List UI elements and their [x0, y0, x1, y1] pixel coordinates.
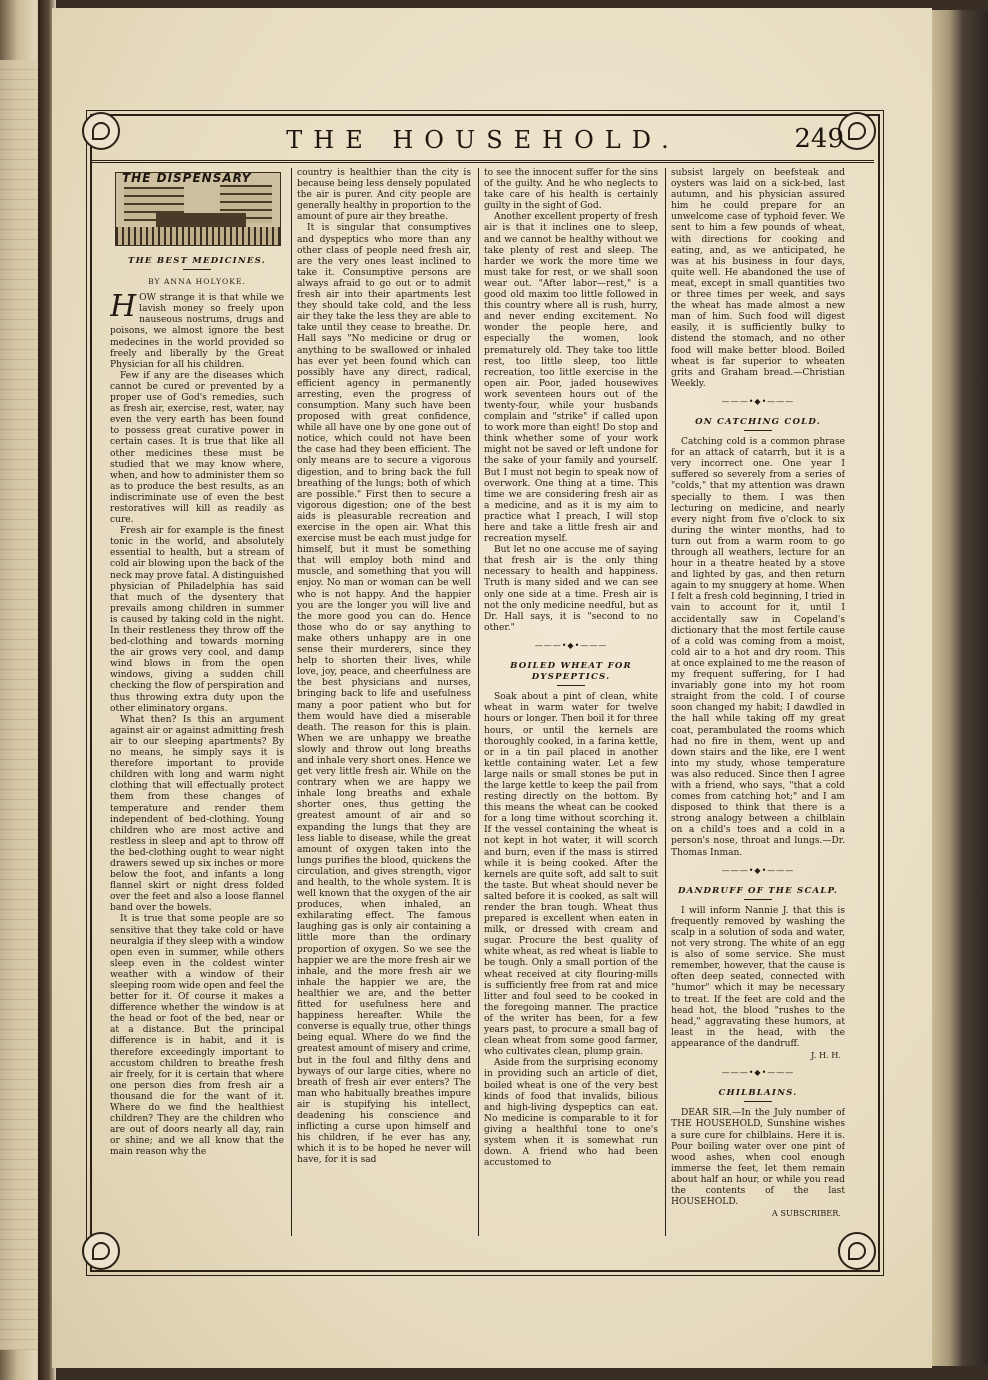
corner-ornament-icon [82, 1232, 120, 1270]
title-rule [744, 1101, 772, 1102]
paragraph: HOW strange it is that while we lavish money so freely upon nauseous nostrums, drugs and poisons, we almost ignore the best medecines in the world provided so freely and liberally by the Great Physician for all his children. [110, 289, 284, 370]
paragraph: Few if any are the diseases which cannot be cured or prevented by a proper use of God's remedies, such as fresh air, exercise, rest, water, nay even the very earth has been found to possess great curative power in certain cases. It is true that like all other medicines these must be studied that we may know where, when, and how to administer them so as to produce the best results, as an indiscriminate use of even the best restoratives will kill as readily as cure. [110, 370, 284, 526]
signature: A SUBSCRIBER. [771, 1208, 841, 1219]
running-header [92, 118, 874, 163]
previous-page-strip [0, 60, 38, 1350]
text-columns [110, 168, 856, 1236]
corner-ornament-icon [838, 1232, 876, 1270]
article-title: CHILBLAINS. [718, 1088, 798, 1099]
column-4 [671, 168, 845, 1236]
paragraph: Soak about a pint of clean, white wheat in warm water for twelve hours or longer. Then boil it for three hours, or until the kernels are thoroughly cooked, in a farina kettle, or in a tin pail placed in another kettle containing water. Let a few large nails or small stones be put in the large kettle to keep the pail from resting directly on the bottom. By this means the wheat can be cooked for a long time without scorching it. If the vessel containing the wheat is not kept in hot water, it will scorch and burn, even if the mass is stirred while it is being cooked. After the kernels are quite soft, add salt to suit the taste. But wheat should never be salted before it is cooked, as salt will render the bran tough. Wheat thus prepared is excellent when eaten in milk, or dressed with cream and sugar. Procure the best quality of white wheat, as red wheat is liable to be tough. Only a small portion of the wheat received at city flouring-mills is sufficiently free from rat and mice litter and foul seed to be cooked in the foregoing manner. The practice of the writer has been, for a few years past, to procure a small bag of clean wheat from some good farmer, who cultivates clean, plump grain. [484, 692, 658, 1058]
column-2 [297, 168, 471, 1236]
column-rule [665, 168, 666, 1236]
running-title: THE HOUSEHOLD. [286, 126, 680, 154]
section-ornament: ———•◆•——— [721, 1068, 795, 1078]
drop-cap: H [110, 289, 137, 325]
title-rule [744, 899, 772, 900]
paragraph: Fresh air for example is the finest tonic in the world, and absolutely essential to health, but a stream of cold air blowing upon the back of the neck may prove fatal. A distinguished physician of Philadelphia has said that much of the dysentery that prevails among children in summer is caused by taking cold in the night. In their restleness they throw off the bed-clothing and towards morning the air grows very cool, and damp wind blows in from the open windows, giving a sudden chill checking the flow of perspiration and thus throwing extra duty upon the other eliminatory organs. [110, 526, 284, 714]
signature: J. H. H. [811, 1050, 841, 1061]
paragraph: What then? Is this an argument against air or against admitting fresh air to our sleeping apartments? By no means, he simply says it is therefore important to provide children with long and warm night clothing that will effectually protect them from these changes of temperature and render them independent of bed-clothing. Young children who are most active and restless in sleep and apt to throw off the bed-clothing ought to wear night drawers sewed up six inches or more below the foot, and infants a long flannel skirt or night dress folded over the feet and also a loose flannel band over the bowels. [110, 714, 284, 914]
paragraph: Catching cold is a common phrase for an attack of catarrh, but it is a very incorrect one. One year I suffered so severely from a series of "colds," that my attention was drawn specially to them. I was then lecturing on medicine, and nearly every night from five o'clock to six during the winter months, had to turn out from a warm room to go through all weathers, lecture for an hour in a theatre heated by a stove and lighted by gas, and then return again to my snuggery at home. When I felt a fresh cold beginning, I tried in vain to account for it, until I accidentally saw in Copeland's dictionary that the most fertile cause of a cold was coming from a moist, cold air to a hot and dry room. This at once explained to me the reason of my frequent suffering, for I had invariably gone into my hot room straight from the cold. I of course soon changed my habit; I dawdled in the hall while taking off my great coat, perambulated the rooms which had no fire in them, went up and down stairs and the like, ere I went into my study, whose temperature was also reduced. Since then I agree with a friend, who says, "that a cold comes from catching hot;" and I am disposed to think that there is a strong analogy between a chilblain on a child's toes and a cold in a person's nose, throat and lungs.—Dr. Thomas Inman. [671, 437, 845, 858]
title-rule [183, 269, 211, 270]
paragraph: Another excellent property of fresh air is that it inclines one to sleep, and we cannot be healthy without we take plenty of rest and sleep. The harder we work the more time we must take for rest, or we shall soon wear out. "After labor—rest," is a good old maxim too little followed in this country where all is rush, hurry, and never ending excitement. No wonder the people here, and especially the women, look prematurely old. They take too little rest, too little sleep, too little recreation, too little exercise in the open air. Poor, jaded housewives work seventeen hours out of the twenty-four, while your husbands complain and "strike" if called upon to work more than eight! Do stop and think whether some of your work might not be saved or left undone for the sake of your family and yourself. But I must not begin to speak now of overwork. One thing at a time. This time we are considering fresh air as a medicine, and as it is my aim to practice what I preach, I will stop here and take a little fresh air and recreation myself. [484, 212, 658, 545]
page-number: 249 [794, 124, 844, 154]
article-title: BOILED WHEAT FOR DYSPEPTICS. [510, 661, 632, 683]
page-edge [932, 10, 988, 1366]
paragraph: to see the innocent suffer for the sins of the guilty. And he who neglects to take care of his health is certainly guilty in the sight of God. [484, 168, 658, 212]
paragraph: But let no one accuse me of saying that fresh air is the only thing necessary to health and happiness. Truth is many sided and we can see only one side at a time. Fresh air is not the only medicine needful, but as Dr. Hall says, it is "second to no other." [484, 545, 658, 633]
article-title: DANDRUFF OF THE SCALP. [677, 885, 839, 896]
column-3 [484, 168, 658, 1236]
byline: BY ANNA HOLYOKE. [148, 277, 246, 287]
article-title: THE BEST MEDICINES. [128, 256, 266, 266]
paragraph: subsist largely on beefsteak and oysters was laid on a sick-bed, last autumn, and his physician assured him he could prepare for an unwelcome case of typhoid fever. We sent to him a few pounds of wheat, with directions for cooking and eating, and, as we anticipated, he was at his business in four days, quite well. He abandoned the use of meat, except in small quantities two or three times per week, and says the wheat has made almost a new man of him. Such food will digest easily, it is sufficiently bulky to distend the stomach, and no other food will make better blood. Boiled wheat is far superior to wheaten grits and Graham bread.—Christian Weekly. [671, 168, 845, 389]
illustration-caption: THE DISPENSARY [122, 172, 252, 185]
title-rule [557, 685, 585, 686]
section-ornament: ———•◆•——— [534, 640, 608, 650]
column-rule [291, 168, 292, 1236]
paragraph: Aside from the surprising economy in providing such an article of diet, boiled wheat is one of the very best kinds of food that invalids, bilious and high-living dyspeptics can eat. No medicine is comparable to it for giving a healthful tone to one's system when it is somewhat run down. A friend who had been accustomed to [484, 1058, 658, 1169]
dispensary-illustration [115, 172, 281, 246]
title-rule [744, 430, 772, 431]
article-title: ON CATCHING COLD. [695, 416, 821, 427]
paragraph: It is true that some people are so sensitive that they take cold or have neuralgia if they sleep with a window open even in summer, while others sleep even in the coldest winter weather with a window of their sleeping room wide open and feel the better for it. Of course it makes a difference whether the window is at the head or foot of the bed, near or at a distance. But the principal difference is in habit, and it is therefore exceedingly important to accustom children to breathe fresh air freely, for it is certain that where one person dies from fresh air a thousand die for the want of it. Where do we find the healthiest children? They are the children who are out of doors nearly all day, rain or shine; and we all know that the main reason why the [110, 914, 284, 1158]
paragraph: country is healthier than the city is because being less densely populated the air is purer. And city people are generally healthy in proportion to the amount of pure air they breathe. [297, 168, 471, 223]
column-rule [478, 168, 479, 1236]
paragraph: DEAR SIR.—In the July number of THE HOUSEHOLD, Sunshine wishes a sure cure for chilblains. Here it is. Pour boiling water over one pint of wood ashes, when cool enough immerse the feet, let them remain about half an hour, or while you read the contents of the last HOUSEHOLD. [671, 1108, 845, 1208]
column-1 [110, 168, 284, 1236]
paragraph: It is singular that consumptives and dyspeptics who more than any other class of people need fresh air, are the very ones least inclined to take it. Consumptive persons are always afraid to go out or to admit fresh air into their apartments lest they should take cold, and the less air they take the less they are able to take until they cease to breathe. Dr. Hall says "No medicine or drug or anything to be swallowed or inhaled has ever yet been found which can possibly have any direct, radical, efficient agency in permanently arresting, even the progress of consumption. Many such have been proposed with great confidence, while all have one by one gone out of notice, which could not have been the case had they been efficient. The only means are to secure a vigorous digestion, and to bring back the full breathing of the lungs; both of which are possible." First then to secure a vigorous digestion; one of the best aids is pleasurable recreation and exercise in the open air. What this exercise must be each must judge for himself, but it must be something that will employ both mind and muscle, and something that you will enjoy. No man or woman can be well who is not happy. And the happier you are the longer you will live and the more good you can do. Hence those who do or say anything to make others unhappy are in one sense their murderers, since they help to shorten their lives, while love, joy, peace, and cheerfulness are the best physicians and nurses, bringing back to life and usefulness many a poor patient who but for them would have died a miserable death. The reason for this is plain. When we are unhappy we breathe slowly and throw out long breaths and inhale very short ones. Hence we get very little fresh air. While on the contrary when we are happy we inhale long breaths and exhale shorter ones, thus getting the greatest amount of air and so expanding the lungs that they are less liable to disease, while the great amount of oxygen taken into the lungs purifies the blood, quickens the circulation, and gives strength, vigor and health, to the whole system. It is well known that the oxygen of the air produces, when inhaled, an exhilarating effect. The famous laughing gas is only air containing a little more than the ordinary proportion of oxygen. So we see the happier we are the more fresh air we inhale, and the more fresh air we inhale the happier we are, the healthier we are, and the better fitted for usefulness here and happiness hereafter. While the converse is equally true, other things being equal. Where do we find the greatest amount of misery and crime, but in the foul and filthy dens and byways of our large cities, where no breath of fresh air ever enters? The man who habitually breathes impure air is stupifying his intellect, deadening his conscience and inflicting a curse upon himself and his children, if he ever has any, which it is to be hoped he never will have, for it is sad [297, 223, 471, 1166]
section-ornament: ———•◆•——— [721, 865, 795, 875]
section-ornament: ———•◆•——— [721, 396, 795, 406]
paragraph: I will inform Nannie J. that this is frequently removed by washing the scalp in a solution of soda and water, not very strong. The white of an egg is also of some service. She must remember, however, that the cause is often deep seated, connected with "humor" which it may be necessary to treat. If the feet are cold and the head hot, the blood "rushes to the head," aggravating these humors, at least in the head, with the appearance of the dandruff. [671, 905, 845, 1049]
